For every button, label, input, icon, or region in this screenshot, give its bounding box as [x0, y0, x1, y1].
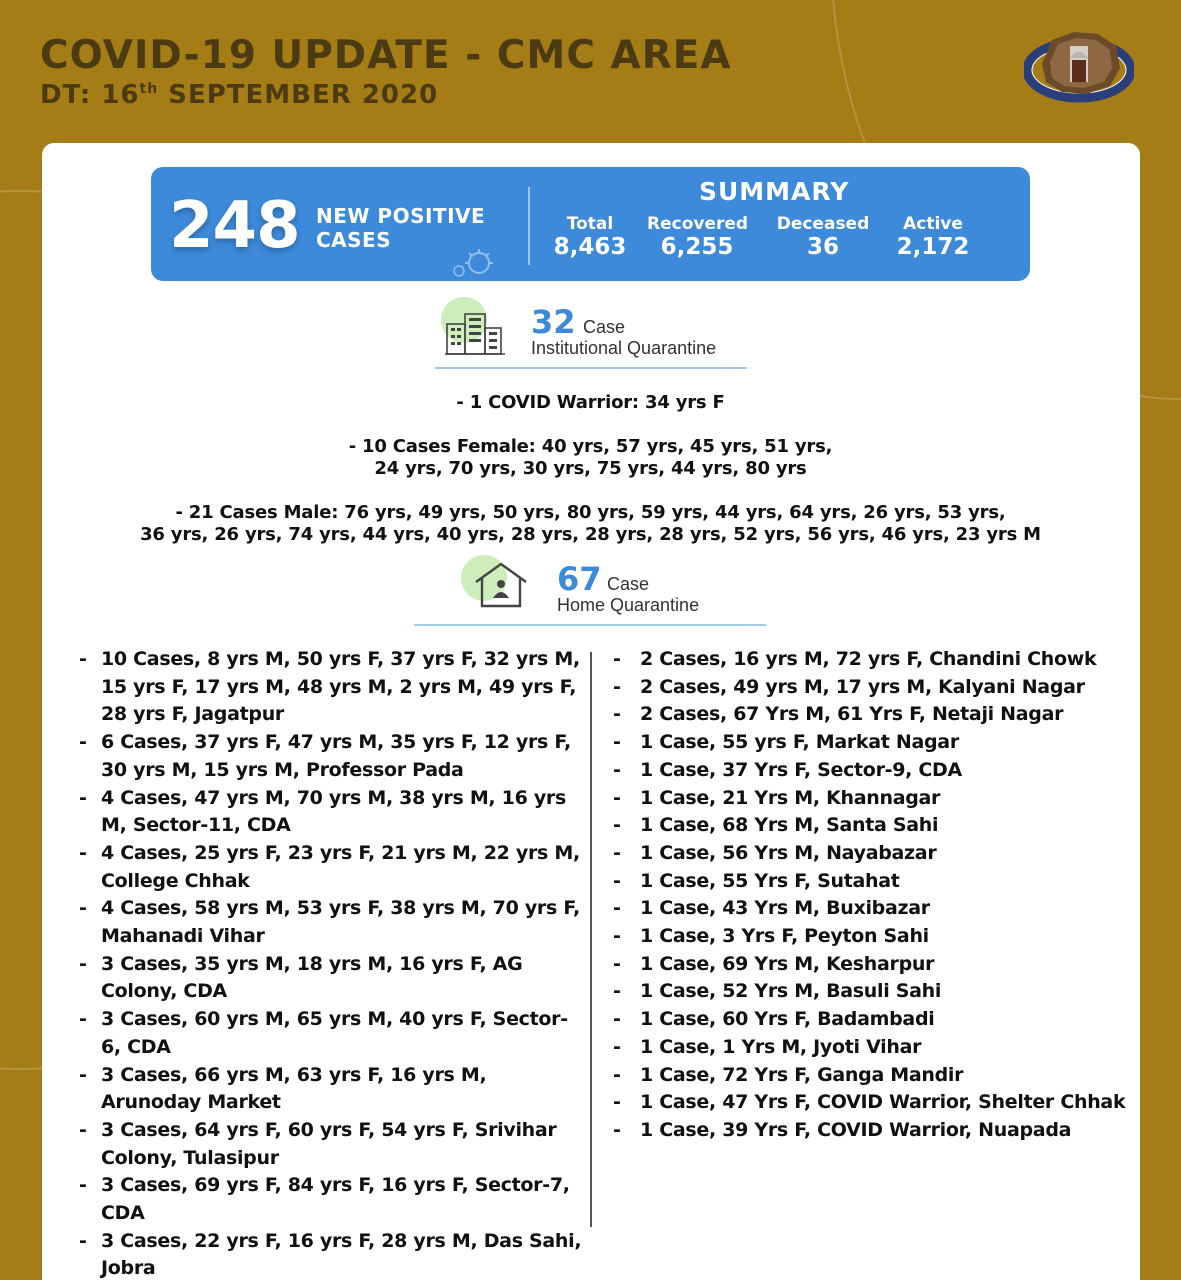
list-item: - 1 Case, 39 Yrs F, COVID Warrior, Nuapada: [613, 1118, 1072, 1141]
list-item: - 1 Case, 52 Yrs M, Basuli Sahi: [613, 980, 942, 1003]
list-item: - 1 Case, 47 Yrs F, COVID Warrior, Shelter Chhak: [613, 1091, 1126, 1114]
list-item: - 1 Case, 72 Yrs F, Ganga Mandir: [613, 1063, 964, 1086]
new-positive-count: 248: [169, 189, 300, 263]
virus-icon: [449, 241, 509, 281]
page-title: COVID-19 UPDATE - CMC AREA: [40, 33, 732, 78]
list-item: - 4 Cases, 47 yrs M, 70 yrs M, 38 yrs M, 16 yrs M, Sector-11, CDA: [79, 786, 566, 837]
stat-recovered: Recovered 6,255: [647, 214, 749, 260]
column-divider: [590, 652, 592, 1227]
cmc-seal-icon: [1024, 28, 1134, 108]
institutional-line: - 10 Cases Female: 40 yrs, 57 yrs, 45 yrs, 51 yrs,: [348, 436, 833, 457]
list-item: - 2 Cases, 67 Yrs M, 61 Yrs F, Netaji Nagar: [613, 703, 1064, 726]
new-positive-label: NEW POSITIVE CASES: [316, 204, 486, 252]
list-item: - 3 Cases, 22 yrs F, 16 yrs F, 28 yrs M, Das Sahi, Jobra: [79, 1229, 582, 1280]
summary-title: SUMMARY: [699, 177, 850, 206]
list-item: - 1 Case, 56 Yrs M, Nayabazar: [613, 841, 937, 864]
list-item: - 2 Cases, 49 yrs M, 17 yrs M, Kalyani Nagar: [613, 675, 1085, 698]
stat-active: Active 2,172: [896, 214, 970, 260]
list-item: - 1 Case, 60 Yrs F, Badambadi: [613, 1008, 935, 1031]
stat-total: Total 8,463: [553, 214, 627, 260]
stat-deceased: Deceased 36: [776, 214, 870, 260]
home-label: Home Quarantine: [557, 595, 700, 615]
institutional-label: Institutional Quarantine: [531, 338, 717, 358]
list-item: - 1 Case, 21 Yrs M, Khannagar: [613, 786, 941, 809]
list-item: - 1 Case, 55 yrs F, Markat Nagar: [613, 731, 959, 754]
institutional-line: - 1 COVID Warrior: 34 yrs F: [456, 392, 725, 413]
institutional-count: 32: [531, 303, 576, 341]
list-item: - 1 Case, 3 Yrs F, Peyton Sahi: [613, 925, 929, 948]
list-item: - 3 Cases, 35 yrs M, 18 yrs M, 16 yrs F, AG Colony, CDA: [79, 952, 523, 1003]
list-item: - 1 Case, 69 Yrs M, Kesharpur: [613, 952, 935, 975]
list-item: - 1 Case, 43 Yrs M, Buxibazar: [613, 897, 930, 920]
list-item: - 4 Cases, 58 yrs M, 53 yrs F, 38 yrs M, 70 yrs F, Mahanadi Vihar: [79, 897, 580, 948]
institutional-case-word: Case: [583, 317, 626, 337]
list-item: - 4 Cases, 25 yrs F, 23 yrs F, 21 yrs M, 22 yrs M, College Chhak: [79, 841, 580, 892]
home-case-word: Case: [607, 574, 650, 594]
home-list-left: [79, 646, 587, 1280]
page-date: DT: 16th SEPTEMBER 2020: [40, 80, 439, 110]
summary-banner: [151, 167, 1030, 281]
institutional-line: - 21 Cases Male: 76 yrs, 49 yrs, 50 yrs, 80 yrs, 59 yrs, 44 yrs, 64 yrs, 26 yrs, 53 yrs,: [175, 502, 1006, 523]
cmc-logo: [1024, 28, 1134, 108]
list-item: - 6 Cases, 37 yrs F, 47 yrs M, 35 yrs F, 12 yrs F, 30 yrs M, 15 yrs M, Professor Pada: [79, 731, 571, 781]
institutional-line: 36 yrs, 26 yrs, 74 yrs, 44 yrs, 40 yrs, 28 yrs, 28 yrs, 28 yrs, 52 yrs, 56 yrs, 46 yrs, 23 yrs M: [140, 524, 1041, 545]
home-count: 67: [557, 560, 602, 598]
home-icon: [472, 560, 530, 610]
list-item: - 3 Cases, 60 yrs M, 65 yrs M, 40 yrs F, Sector-6, CDA: [79, 1008, 568, 1058]
header: [40, 34, 732, 110]
list-item: - 1 Case, 55 Yrs F, Sutahat: [613, 869, 900, 892]
home-underline: [414, 624, 766, 626]
list-item: - 3 Cases, 69 yrs F, 84 yrs F, 16 yrs F, Sector-7, CDA: [79, 1174, 570, 1225]
list-item: - 2 Cases, 16 yrs M, 72 yrs F, Chandini Chowk: [613, 648, 1097, 670]
list-item: - 1 Case, 1 Yrs M, Jyoti Vihar: [613, 1035, 922, 1058]
banner-divider: [528, 187, 530, 265]
list-item: - 1 Case, 68 Yrs M, Santa Sahi: [613, 814, 939, 837]
list-item: - 3 Cases, 66 yrs M, 63 yrs F, 16 yrs M, Arunoday Market: [79, 1063, 487, 1114]
building-icon: [445, 308, 505, 356]
list-item: - 1 Case, 37 Yrs F, Sector-9, CDA: [613, 758, 962, 781]
institutional-line: 24 yrs, 70 yrs, 30 yrs, 75 yrs, 44 yrs, 80 yrs: [374, 458, 807, 479]
institutional-underline: [435, 367, 747, 369]
home-list-right: [613, 646, 1133, 1145]
list-item: - 3 Cases, 64 yrs F, 60 yrs F, 54 yrs F, Srivihar Colony, Tulasipur: [79, 1118, 557, 1169]
list-item: - 10 Cases, 8 yrs M, 50 yrs F, 37 yrs F, 32 yrs M, 15 yrs F, 17 yrs M, 48 yrs M, 2 yrs M, 49 yrs F, 28 yrs F, Jagatpur: [79, 648, 580, 726]
